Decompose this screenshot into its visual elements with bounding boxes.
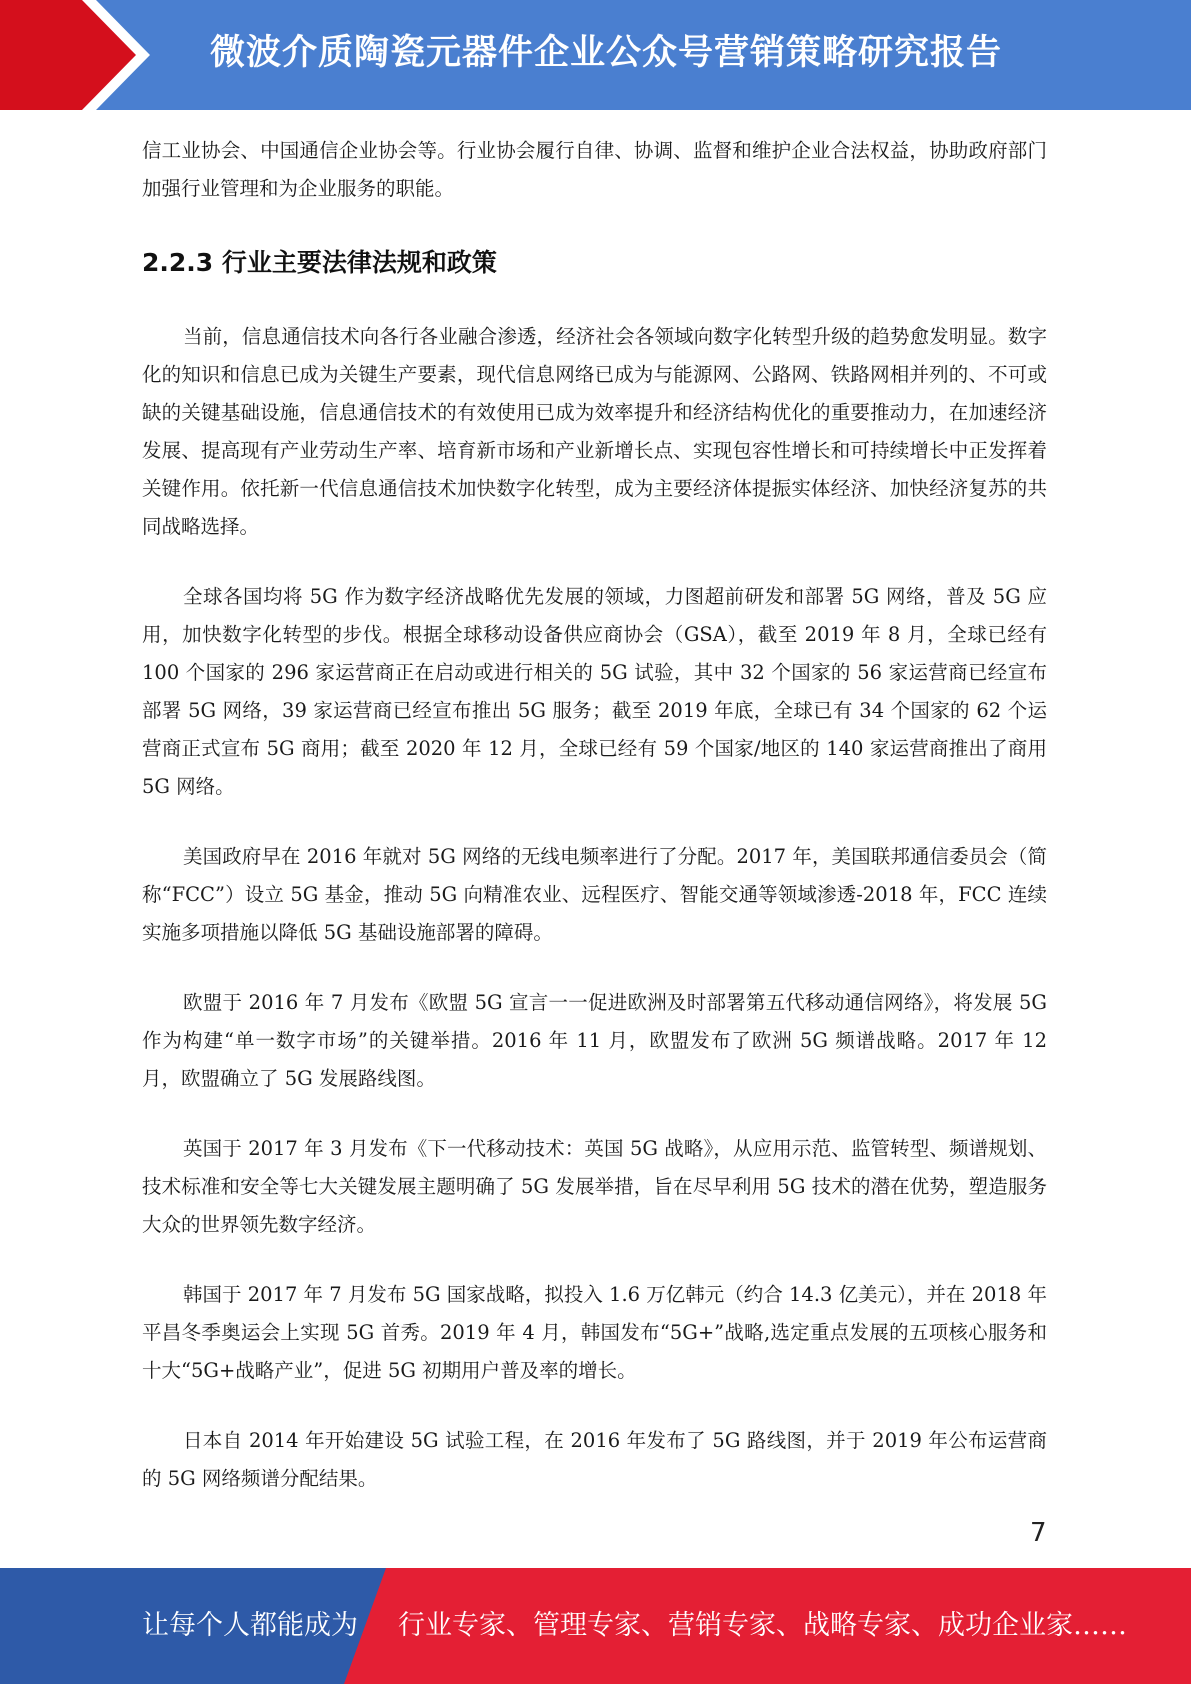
paragraph-continuation: 信工业协会、中国通信企业协会等。行业协会履行自律、协调、监督和维护企业合法权益，协助政府部门加强行业管理和为企业服务的职能。 bbox=[142, 139, 1047, 200]
paragraph-global-5g: 全球各国均将 5G 作为数字经济战略优先发展的领域，力图超前研发和部署 5G 网络，普及 5G 应用，加快数字化转型的步伐。根据全球移动设备供应商协会（GSA），截至 2019 年 8 月，全球已经有 100 个国家的 296 家运营商正在启动或进行相关的 5G 试验，其中 32 个国家的 56 家运营商已经宣布部署 5G 网络，39 家运营商已经宣布推出 5G 服务；截至 2019 年底，全球已有 34 个国家的 62 个运营商正式宣布 5G 商用；截至 2020 年 12 月，全球已经有 59 个国家/地区的 140 家运营商推出了商用 5G 网络。 bbox=[142, 585, 1047, 798]
paragraph-usa: 美国政府早在 2016 年就对 5G 网络的无线电频率进行了分配。2017 年，美国联邦通信委员会（简称“FCC”）设立 5G 基金，推动 5G 向精准农业、远程医疗、智能交通等领域渗透-2018 年，FCC 连续实施多项措施以降低 5G 基础设施部署的障碍。 bbox=[142, 845, 1047, 944]
footer-slogan-roles: 行业专家、管理专家、营销专家、战略专家、成功企业家…… bbox=[398, 1610, 1127, 1641]
document-body bbox=[142, 132, 1047, 1498]
paragraph-japan: 日本自 2014 年开始建设 5G 试验工程，在 2016 年发布了 5G 路线图，并于 2019 年公布运营商的 5G 网络频谱分配结果。 bbox=[142, 1429, 1047, 1490]
paragraph-eu: 欧盟于 2016 年 7 月发布《欧盟 5G 宣言一一促进欧洲及时部署第五代移动通信网络》，将发展 5G 作为构建“单一数字市场”的关键举措。2016 年 11 月，欧盟发布了欧洲 5G 频谱战略。2017 年 12 月，欧盟确立了 5G 发展路线图。 bbox=[142, 991, 1047, 1090]
page-number: 7 bbox=[1030, 1518, 1047, 1548]
page-footer bbox=[0, 1568, 1191, 1684]
header-red-chevron bbox=[0, 0, 152, 110]
page-header bbox=[0, 0, 1191, 110]
section-heading: 2.2.3 行业主要法律法规和政策 bbox=[142, 248, 497, 277]
paragraph-uk: 英国于 2017 年 3 月发布《下一代移动技术：英国 5G 战略》，从应用示范、监管转型、频谱规划、技术标准和安全等七大关键发展主题明确了 5G 发展举措，旨在尽早利用 5G 技术的潜在优势，塑造服务大众的世界领先数字经济。 bbox=[142, 1137, 1047, 1236]
paragraph-digital-transformation: 当前，信息通信技术向各行各业融合渗透，经济社会各领域向数字化转型升级的趋势愈发明显。数字化的知识和信息已成为关键生产要素，现代信息网络已成为与能源网、公路网、铁路网相并列的、不可或缺的关键基础设施，信息通信技术的有效使用已成为效率提升和经济结构优化的重要推动力，在加速经济发展、提高现有产业劳动生产率、培育新市场和产业新增长点、实现包容性增长和可持续增长中正发挥着关键作用。依托新一代信息通信技术加快数字化转型，成为主要经济体提振实体经济、加快经济复苏的共同战略选择。 bbox=[142, 325, 1047, 538]
paragraph-korea: 韩国于 2017 年 7 月发布 5G 国家战略，拟投入 1.6 万亿韩元（约合 14.3 亿美元），并在 2018 年平昌冬季奥运会上实现 5G 首秀。2019 年 4 月，韩国发布“5G+”战略,选定重点发展的五项核心服务和十大“5G+战略产业”，促进 5G 初期用户普及率的增长。 bbox=[142, 1283, 1047, 1382]
report-title: 微波介质陶瓷元器件企业公众号营销策略研究报告 bbox=[210, 33, 1003, 73]
footer-slogan-lead: 让每个人都能成为 bbox=[142, 1610, 358, 1641]
